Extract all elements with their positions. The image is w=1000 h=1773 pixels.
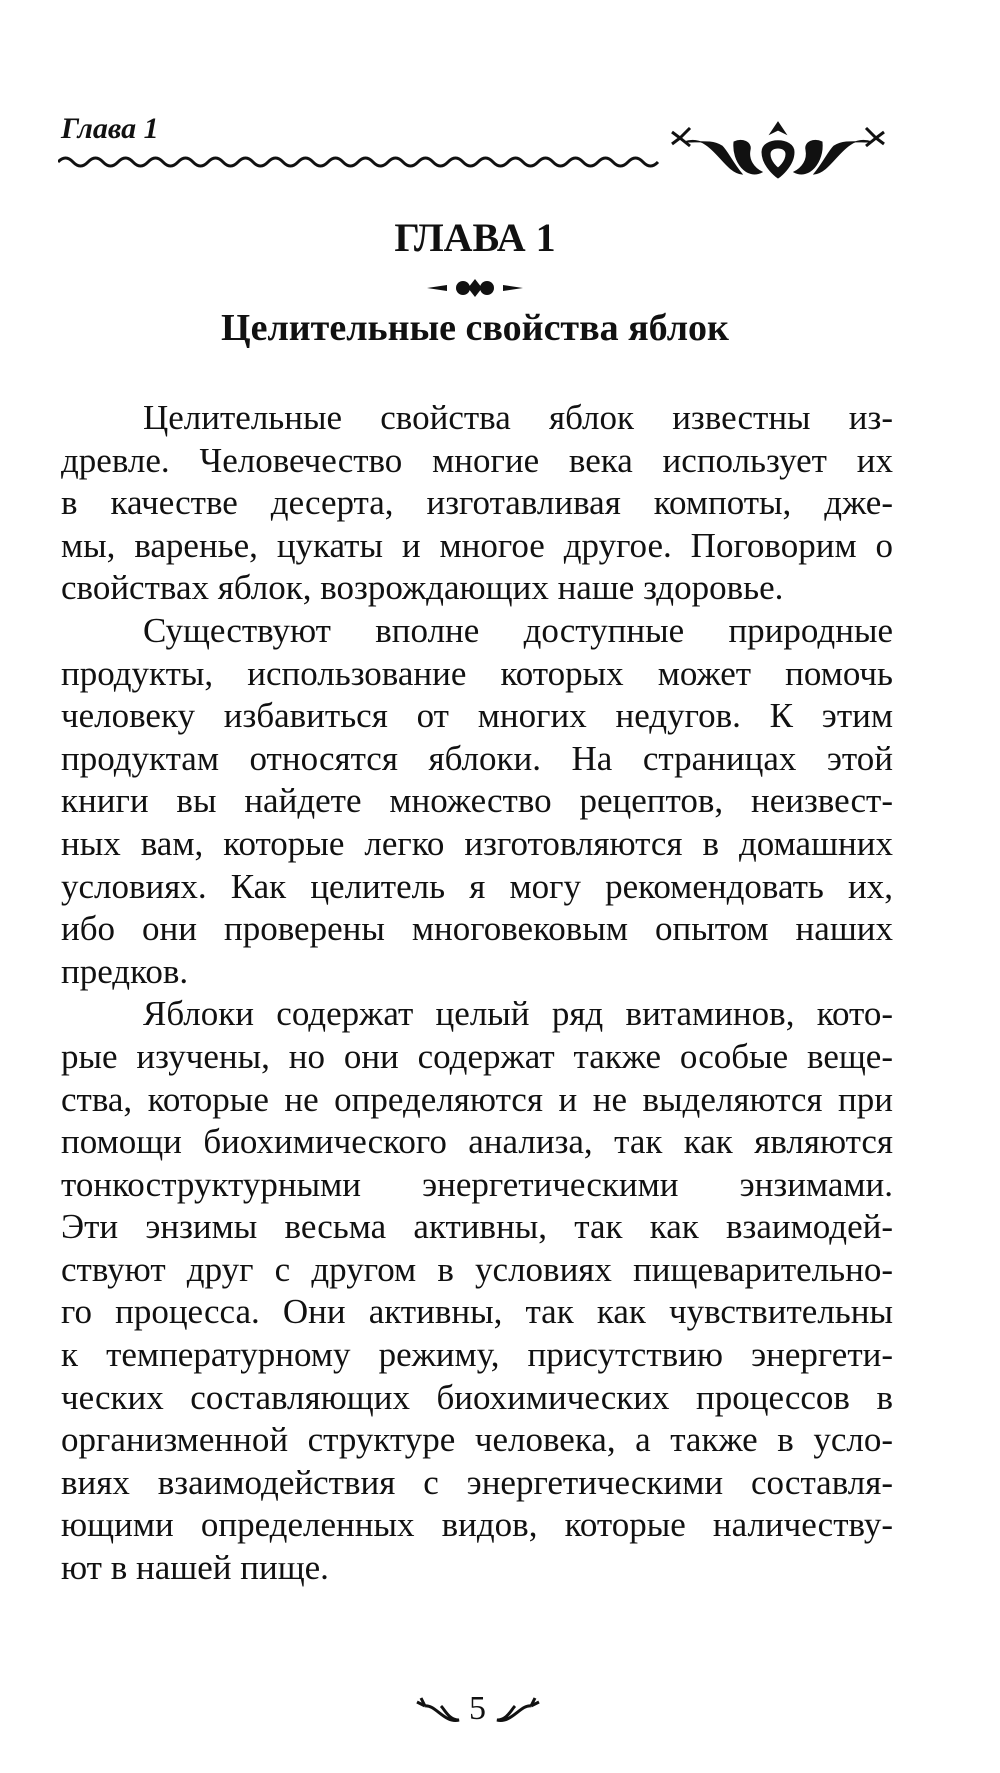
text-line: виях взаимодействия с энергетическими составля- xyxy=(61,1462,893,1502)
left-footer-ornament-icon xyxy=(415,1696,461,1726)
text-line: ных вам, которые легко изготовляются в домашних xyxy=(61,823,893,863)
text-line: рые изучены, но они содержат также особые веще- xyxy=(61,1036,893,1076)
text-line: ческих составляющих биохимических процессов в xyxy=(61,1377,893,1417)
text-line: ствуют друг с другом в условиях пищеварительно- xyxy=(61,1249,893,1289)
text-line: Существуют вполне доступные природные xyxy=(143,610,893,650)
running-head: Глава 1 xyxy=(61,112,159,145)
text-line: Целительные свойства яблок известны из- xyxy=(143,398,893,437)
divider-ornament-icon xyxy=(425,278,525,298)
text-line: продукты, использование которых может помочь xyxy=(61,653,893,693)
text-line: предков. xyxy=(61,951,189,991)
text-line: тонкоструктурными энергетическими энзимами. xyxy=(61,1164,893,1204)
text-line: Яблоки содержат целый ряд витаминов, кото- xyxy=(143,994,893,1034)
right-footer-ornament-icon xyxy=(495,1696,541,1726)
page-number: 5 xyxy=(469,1690,486,1727)
text-line: свойствах яблок, возрождающих наше здоровье. xyxy=(61,568,784,608)
text-line: ибо они проверены многовековым опытом наших xyxy=(61,909,893,949)
floral-header-ornament-icon xyxy=(662,112,894,184)
text-line: в качестве десерта, изготавливая компоты, дже- xyxy=(61,483,893,523)
text-line: ства, которые не определяются и не выделяются при xyxy=(61,1079,893,1119)
text-line: ют в нашей пище. xyxy=(61,1548,329,1588)
text-line: мы, варенье, цукаты и многое другое. Поговорим о xyxy=(61,525,893,565)
text-line: организменной структуре человека, а также в усло- xyxy=(61,1420,893,1460)
text-line: условиях. Как целитель я могу рекомендовать их, xyxy=(61,866,893,906)
text-line: Эти энзимы весьма активны, так как взаимодей- xyxy=(61,1207,893,1247)
text-line: человеку избавиться от многих недугов. К этим xyxy=(61,696,893,736)
page-footer xyxy=(0,1690,955,1728)
text-line: к температурному режиму, присутствию энергети- xyxy=(61,1335,893,1375)
text-line: го процесса. Они активны, так как чувствительны xyxy=(61,1292,893,1332)
text-line: книги вы найдете множество рецептов, неизвест- xyxy=(61,781,893,821)
text-line: ющими определенных видов, которые наличеству- xyxy=(61,1505,893,1545)
wavy-rule-ornament xyxy=(58,150,663,174)
text-line: древле. Человечество многие века использует их xyxy=(61,440,893,480)
text-line: продуктам относятся яблоки. На страницах этой xyxy=(61,738,893,778)
chapter-title: ГЛАВА 1 xyxy=(394,215,556,260)
text-line: помощи биохимического анализа, так как являются xyxy=(61,1122,893,1162)
body-text xyxy=(61,397,893,1590)
chapter-subtitle: Целительные свойства яблок xyxy=(221,307,729,349)
